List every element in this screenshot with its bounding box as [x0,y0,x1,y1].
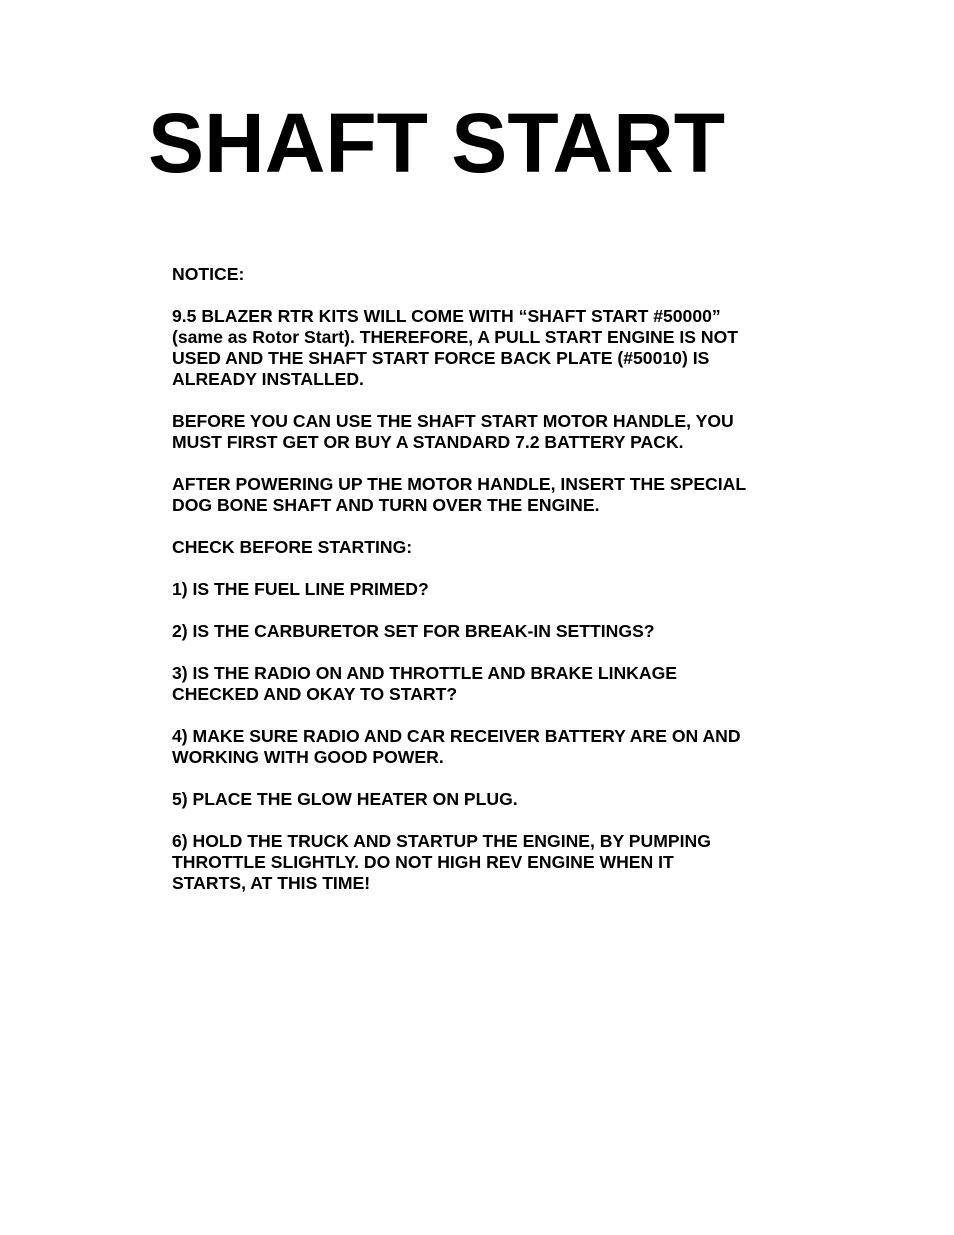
notice-paragraph-battery: BEFORE YOU CAN USE THE SHAFT START MOTOR HANDLE, YOU MUST FIRST GET OR BUY A STANDARD 7.2 BATTERY PACK. [172,411,734,452]
page-title: SHAFT START [148,96,726,190]
checklist-item-fuel-line: 1) IS THE FUEL LINE PRIMED? [172,579,429,599]
checklist-item-radio-linkage: 3) IS THE RADIO ON AND THROTTLE AND BRAKE LINKAGE CHECKED AND OKAY TO START? [172,663,678,704]
checklist-item-glow-heater: 5) PLACE THE GLOW HEATER ON PLUG. [172,789,518,809]
checklist-heading: CHECK BEFORE STARTING: [172,537,413,557]
checklist-item-carburetor: 2) IS THE CARBURETOR SET FOR BREAK-IN SETTINGS? [172,621,655,641]
notice-paragraph-kit-contents: 9.5 BLAZER RTR KITS WILL COME WITH “SHAFT START #50000” (same as Rotor Start). THEREFORE, A PULL START ENGINE IS NOT USED AND THE SHAFT START FORCE BACK PLATE (#50010) IS ALREADY INSTALLED. [172,306,738,389]
checklist-item-startup: 6) HOLD THE TRUCK AND STARTUP THE ENGINE, BY PUMPING THROTTLE SLIGHTLY. DO NOT HIGH REV ENGINE WHEN IT STARTS, AT THIS TIME! [172,831,711,893]
checklist-item-receiver-battery: 4) MAKE SURE RADIO AND CAR RECEIVER BATTERY ARE ON AND WORKING WITH GOOD POWER. [172,726,741,767]
notice-paragraph-dog-bone-shaft: AFTER POWERING UP THE MOTOR HANDLE, INSERT THE SPECIAL DOG BONE SHAFT AND TURN OVER THE ENGINE. [172,474,747,515]
notice-heading: NOTICE: [172,264,245,284]
document-body [172,264,812,915]
